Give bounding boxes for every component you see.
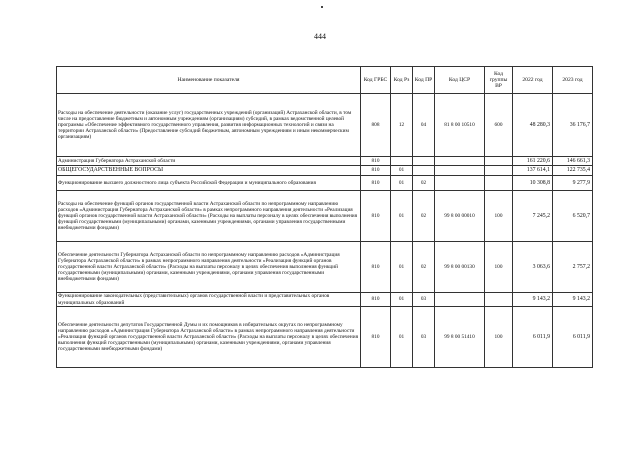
table-row (57, 166, 593, 176)
row-vr (485, 157, 513, 166)
row-grbs: 808 (361, 94, 391, 157)
row-vr (485, 293, 513, 307)
header-grbs: Код ГРБС (361, 67, 391, 94)
row-rz: 01 (391, 166, 413, 176)
row-csr: 99 8 00 00010 (435, 191, 485, 242)
header-2023: 2023 год (553, 67, 593, 94)
row-2023: 2 757,2 (553, 242, 593, 293)
row-csr: 99 8 00 51410 (435, 307, 485, 368)
row-rz: 01 (391, 176, 413, 191)
row-name: Расходы на обеспечение функций органов государственной власти Астраханской области по непрограммному направлению расходов «Администрация Губернатора Астраханской области» в рамках непрограммного направления деятельности «Реализация функций органов государственной власти Астраханской области» (Расходы на выплаты персоналу в целях обеспечения выполнения функций государственными (муниципальными) органами, казенными учреждениями, органами управления государственными внебюджетными фондами) (57, 191, 361, 242)
row-csr: 81 8 00 10510 (435, 94, 485, 157)
row-2022: 9 143,2 (513, 293, 553, 307)
budget-table (56, 66, 593, 368)
scan-speck (321, 6, 323, 8)
row-rz: 12 (391, 94, 413, 157)
row-name: ОБЩЕГОСУДАРСТВЕННЫЕ ВОПРОСЫ (57, 166, 361, 176)
row-rz: 01 (391, 191, 413, 242)
row-vr: 100 (485, 191, 513, 242)
row-2023: 9 143,2 (553, 293, 593, 307)
row-grbs: 810 (361, 191, 391, 242)
row-pr: 03 (413, 293, 435, 307)
row-csr: 99 8 00 00130 (435, 242, 485, 293)
row-pr: 03 (413, 307, 435, 368)
row-2022: 161 220,6 (513, 157, 553, 166)
row-name: Расходы на обеспечение деятельности (оказание услуг) государственных учреждений (организаций) Астраханской области, в том числе на предоставление бюджетным и автономным учреждениям (организациям) субсидий, в рамках ведомственной целевой программы «Обеспечение эффективного государственного управления, развития информационных технологий и связи на территории Астраханской области» (Предоставление субсидий бюджетным, автономным учреждениям и иным некоммерческим организациям) (57, 94, 361, 157)
row-vr: 100 (485, 242, 513, 293)
row-grbs: 810 (361, 242, 391, 293)
row-2022: 10 308,8 (513, 176, 553, 191)
table-row (57, 307, 593, 368)
row-rz (391, 157, 413, 166)
row-pr (413, 157, 435, 166)
row-2023: 122 735,4 (553, 166, 593, 176)
header-pr: Код ПР (413, 67, 435, 94)
row-name: Функционирование законодательных (представительных) органов государственной власти и представительных органов муниципальных образований (57, 293, 361, 307)
row-2023: 9 277,9 (553, 176, 593, 191)
header-vr: Код группы ВР (485, 67, 513, 94)
row-rz: 01 (391, 307, 413, 368)
row-grbs: 810 (361, 307, 391, 368)
row-2022: 3 063,6 (513, 242, 553, 293)
header-name: Наименование показателя (57, 67, 361, 94)
row-2023: 6 011,9 (553, 307, 593, 368)
row-pr: 02 (413, 242, 435, 293)
row-name: Администрация Губернатора Астраханской области (57, 157, 361, 166)
row-grbs: 810 (361, 293, 391, 307)
row-grbs: 810 (361, 166, 391, 176)
page-number: 444 (314, 32, 326, 41)
table-row (57, 176, 593, 191)
header-csr: Код ЦСР (435, 67, 485, 94)
row-2022: 6 011,9 (513, 307, 553, 368)
row-rz: 01 (391, 242, 413, 293)
row-vr: 100 (485, 307, 513, 368)
row-name: Обеспечение деятельности депутатов Государственной Думы и их помощников в избирательных округах по непрограммному направлению расходов «Администрация Губернатора Астраханской области» в рамках непрограммного направления деятельности «Реализация функций органов государственной власти Астраханской области» (Расходы на выплаты персоналу в целях обеспечения выполнения функций государственными (муниципальными) органами, казенными учреждениями, органами управления государственными внебюджетными фондами) (57, 307, 361, 368)
row-vr (485, 176, 513, 191)
table-row (57, 157, 593, 166)
row-csr (435, 157, 485, 166)
row-2022: 137 614,1 (513, 166, 553, 176)
row-2023: 36 176,7 (553, 94, 593, 157)
row-csr (435, 293, 485, 307)
table-row (57, 191, 593, 242)
row-pr: 02 (413, 191, 435, 242)
table-row (57, 94, 593, 157)
row-pr: 04 (413, 94, 435, 157)
header-2022: 2022 год (513, 67, 553, 94)
row-vr (485, 166, 513, 176)
table-row (57, 293, 593, 307)
row-grbs: 810 (361, 176, 391, 191)
row-vr: 600 (485, 94, 513, 157)
row-2022: 7 245,2 (513, 191, 553, 242)
row-2023: 146 661,3 (553, 157, 593, 166)
row-2022: 48 280,3 (513, 94, 553, 157)
row-rz: 01 (391, 293, 413, 307)
row-pr: 02 (413, 176, 435, 191)
row-2023: 6 520,7 (553, 191, 593, 242)
row-name: Обеспечение деятельности Губернатора Астраханской области по непрограммному направлению расходов «Администрация Губернатора Астраханской области» в рамках непрограммного направления деятельности «Реализация функций органов государственной власти Астраханской области» (Расходы на выплаты персоналу в целях обеспечения выполнения функций государственными (муниципальными) органами, казенными учреждениями, органами управления государственными внебюджетными фондами) (57, 242, 361, 293)
table-header-row (57, 67, 593, 94)
row-pr (413, 166, 435, 176)
row-csr (435, 166, 485, 176)
row-csr (435, 176, 485, 191)
table-row (57, 242, 593, 293)
row-name: Функционирование высшего должностного лица субъекта Российской Федерации и муниципального образования (57, 176, 361, 191)
row-grbs: 810 (361, 157, 391, 166)
header-rz: Код Рз (391, 67, 413, 94)
